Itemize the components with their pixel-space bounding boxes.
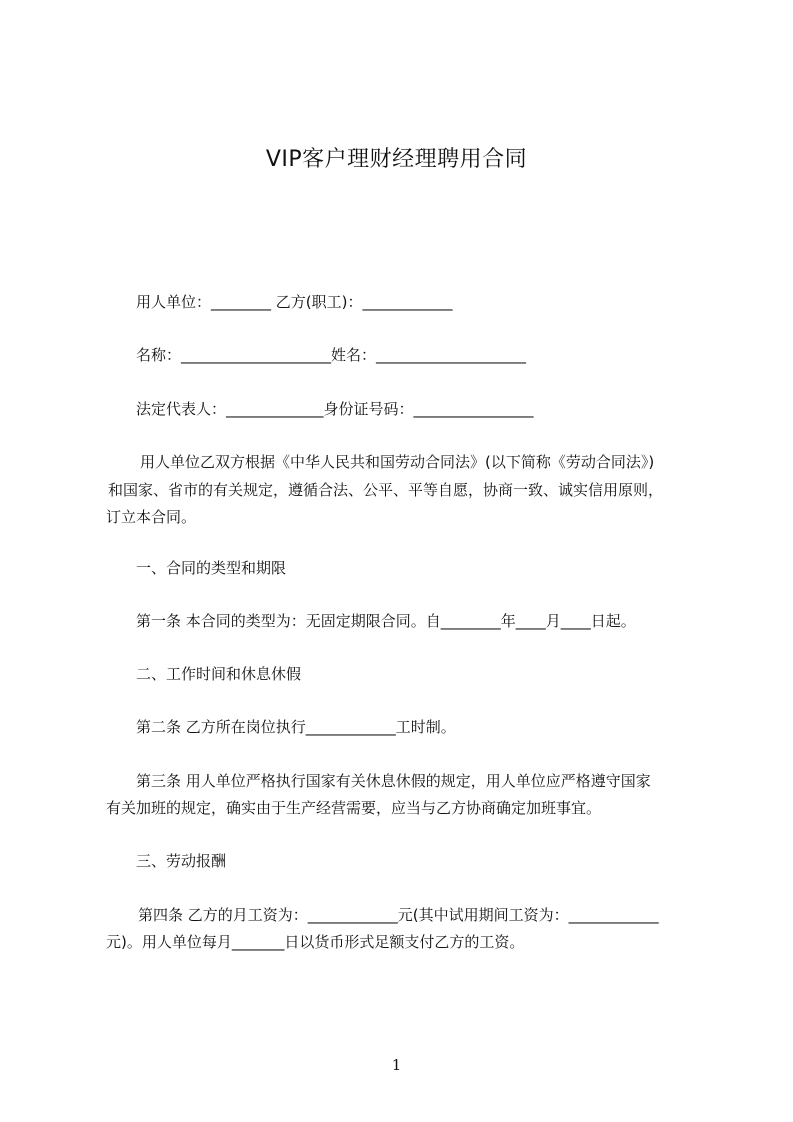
representative-id-line: 法定代表人：_____________身份证号码：________________ [136, 400, 534, 418]
section-1-heading: 一、合同的类型和期限 [136, 559, 287, 577]
page-title: VIP客户理财经理聘用合同 [265, 147, 528, 172]
name-line: 名称：____________________姓名：____________________ [136, 346, 527, 364]
article-3-line-2: 有关加班的规定，确实由于生产经营需要，应当与乙方协商确定加班事宜。 [106, 799, 602, 817]
article-1: 第一条 本合同的类型为：无固定期限合同。自________年____月____日起。 [136, 612, 636, 630]
article-4-line-1: 第四条 乙方的月工资为：____________元(其中试用期间工资为：____________ [138, 906, 659, 924]
intro-paragraph-line-2: 和国家、省市的有关规定，遵循合法、公平、平等自愿，协商一致、诚实信用原则， [108, 481, 664, 499]
intro-paragraph-line-3: 订立本合同。 [106, 508, 197, 526]
intro-paragraph-line-1: 用人单位乙双方根据《中华人民共和国劳动合同法》(以下简称《劳动合同法》) [140, 453, 655, 471]
page-number: 1 [391, 1056, 402, 1074]
article-4-line-2: 元)。用人单位每月_______日以货币形式足额支付乙方的工资。 [106, 933, 525, 951]
article-3-line-1: 第三条 用人单位严格执行国家有关休息休假的规定，用人单位应严格遵守国家 [136, 772, 651, 790]
article-2: 第二条 乙方所在岗位执行____________工时制。 [136, 718, 456, 736]
employer-party-line: 用人单位：________ 乙方(职工)：____________ [136, 293, 453, 311]
section-3-heading: 三、劳动报酬 [136, 852, 227, 870]
section-2-heading: 二、工作时间和休息休假 [136, 665, 302, 683]
